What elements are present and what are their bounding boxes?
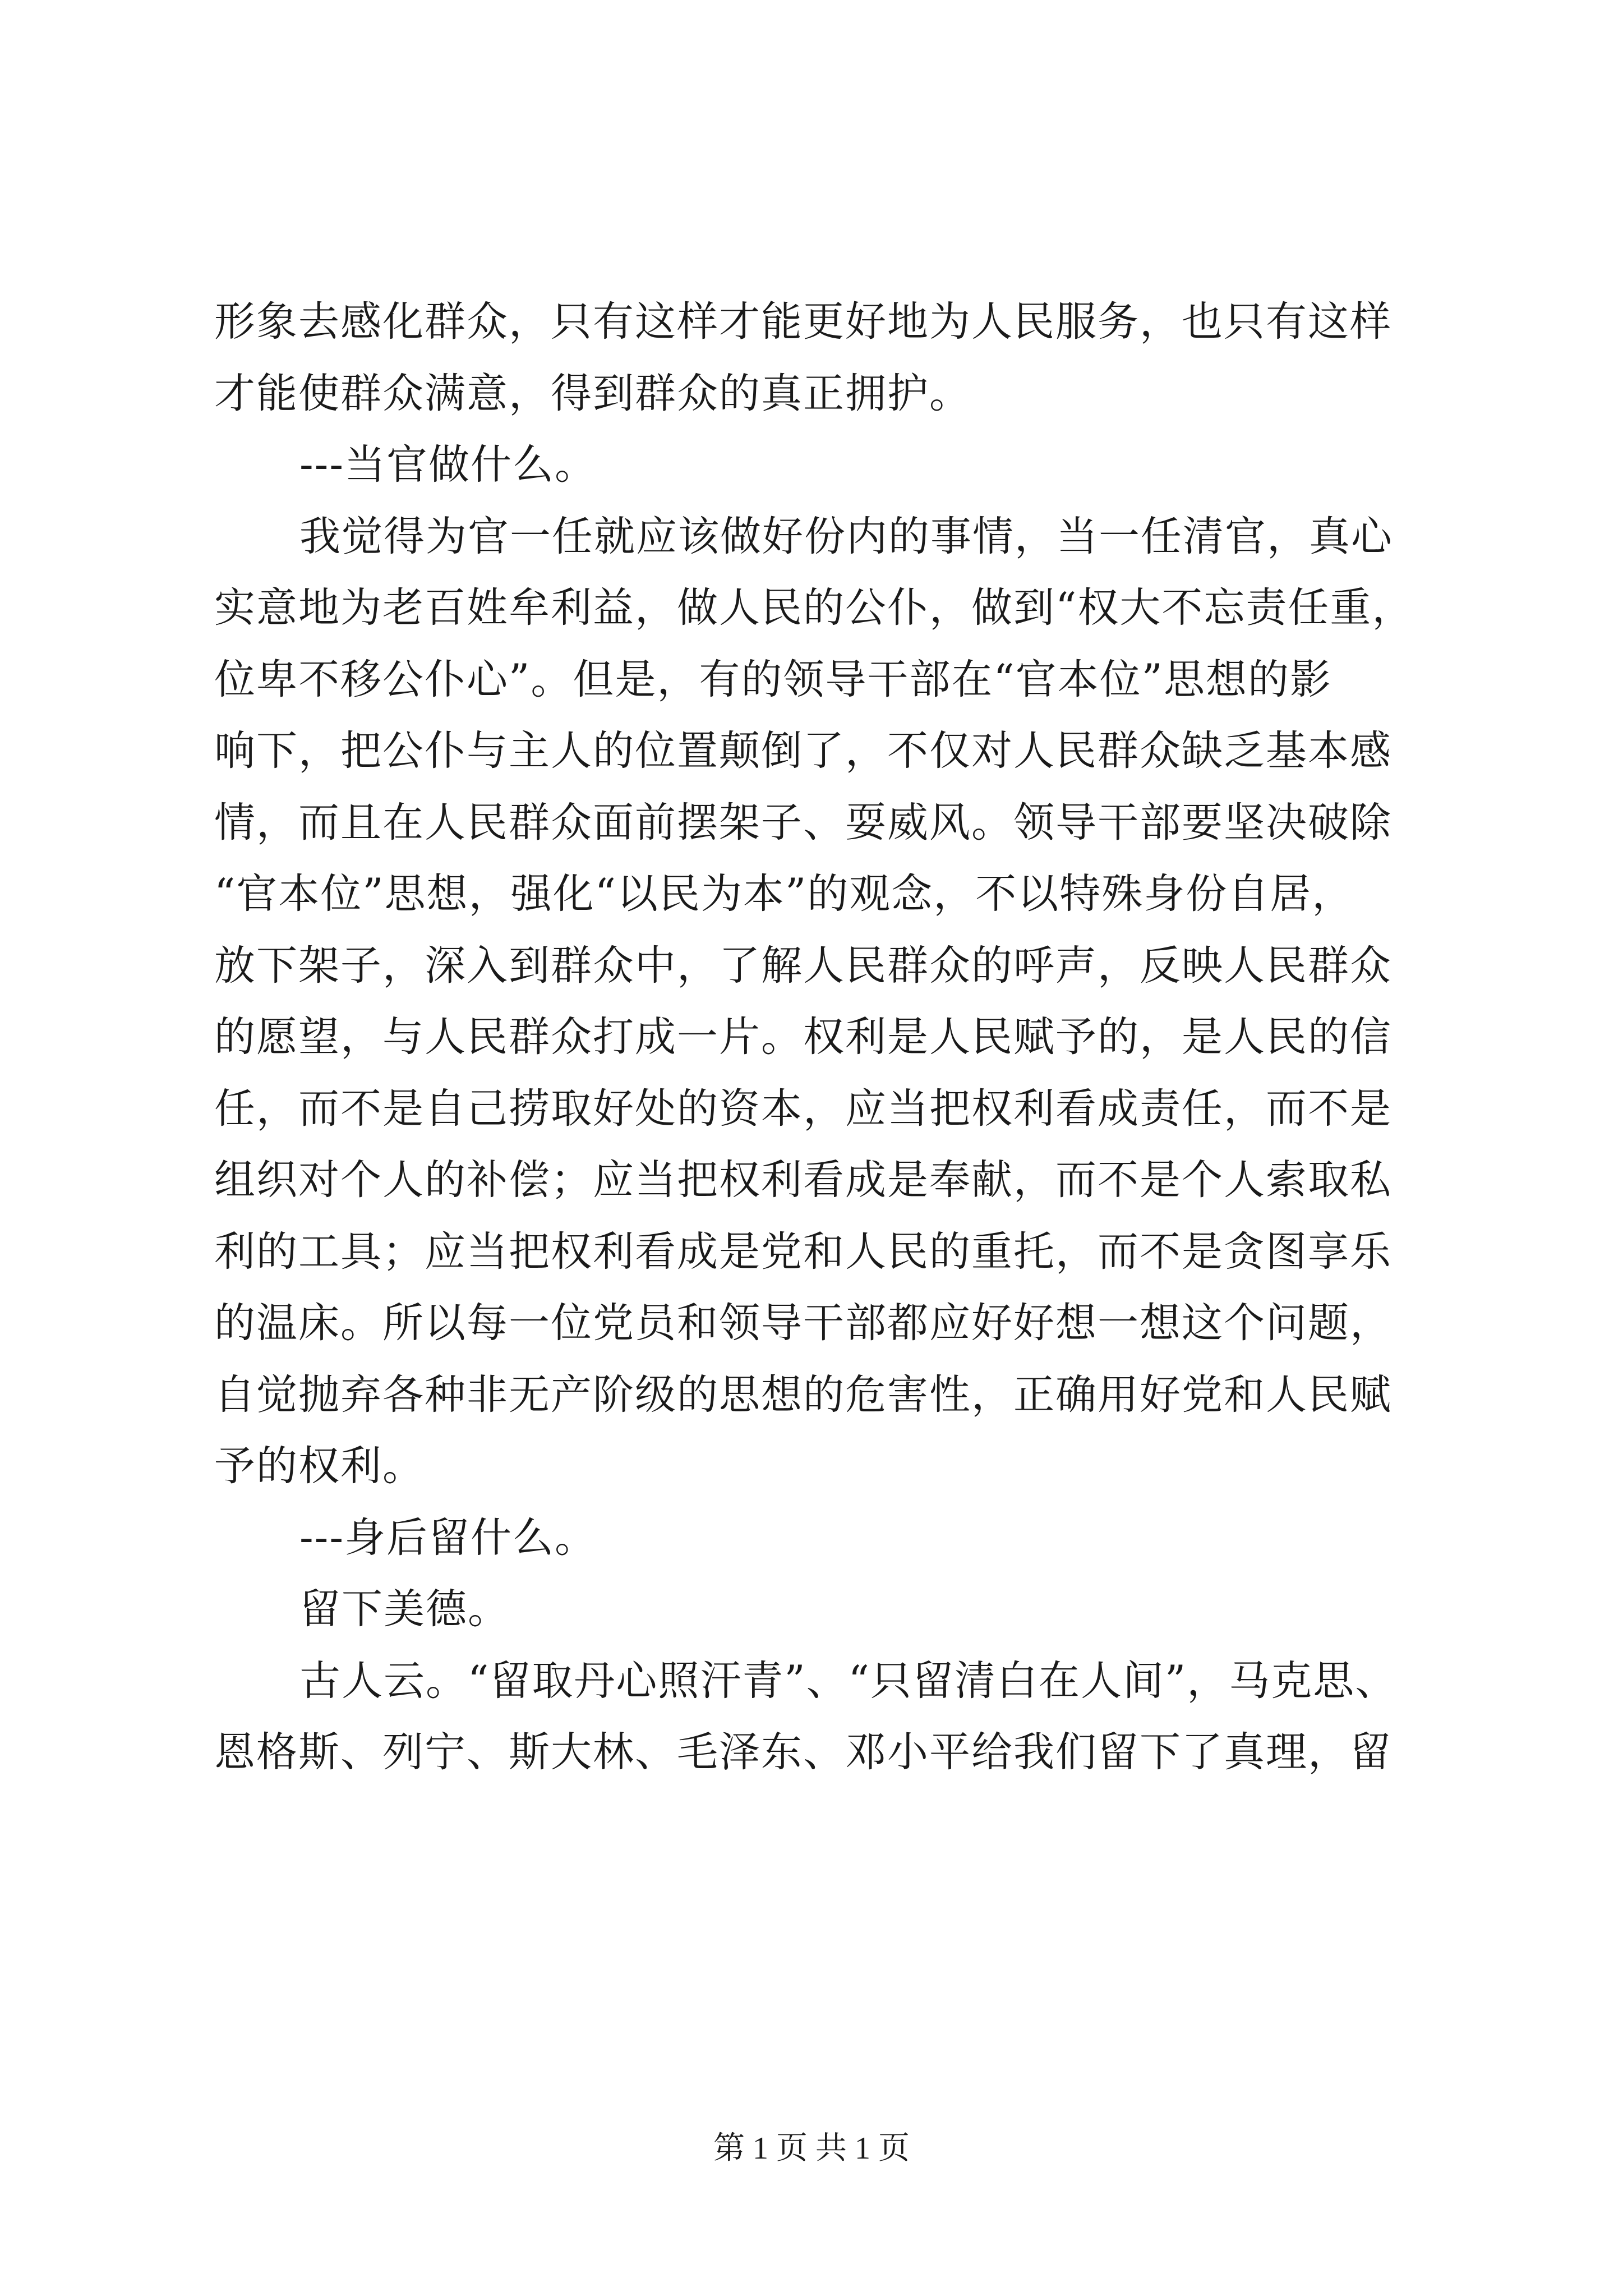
text-line: 的温床。所以每一位党员和领导干部都应好好想一想这个问题，	[214, 1299, 1392, 1347]
text-line: “官本位”思想，强化“以民为本”的观念，不以特殊身份自居，	[214, 870, 1354, 918]
text-line: 响下，把公仆与主人的位置颠倒了，不仅对人民群众缺乏基本感	[214, 727, 1392, 775]
text-line: 放下架子，深入到群众中，了解人民群众的呼声，反映人民群众	[214, 941, 1392, 990]
text-line: 实意地为老百姓牟利益，做人民的公仆，做到“权大不忘责任重，	[214, 584, 1414, 632]
text-line: 才能使群众满意，得到群众的真正拥护。	[214, 369, 971, 417]
text-line: 利的工具；应当把权利看成是党和人民的重托，而不是贪图享乐	[214, 1227, 1392, 1276]
text-line: 位卑不移公仆心”。但是，有的领导干部在“官本位”思想的影	[214, 655, 1332, 703]
text-line: ---当官做什么。	[299, 441, 597, 489]
text-line: 我觉得为官一任就应该做好份内的事情，当一任清官，真心	[299, 512, 1393, 560]
text-line: 任，而不是自己捞取好处的资本，应当把权利看成责任，而不是	[214, 1084, 1392, 1133]
page-footer: 第 1 页 共 1 页	[713, 2131, 910, 2166]
text-line: 予的权利。	[214, 1442, 425, 1490]
text-line: 留下美德。	[299, 1585, 510, 1633]
text-line: 自觉抛弃各种非无产阶级的思想的危害性，正确用好党和人民赋	[214, 1370, 1392, 1419]
text-line: 情，而且在人民群众面前摆架子、耍威风。领导干部要坚决破除	[214, 798, 1392, 846]
document-body	[214, 286, 1426, 1788]
text-line: 形象去感化群众，只有这样才能更好地为人民服务，也只有这样	[214, 298, 1392, 346]
text-line: 组织对个人的补偿；应当把权利看成是奉献，而不是个人索取私	[214, 1156, 1392, 1204]
text-line: 恩格斯、列宁、斯大林、毛泽东、邓小平给我们留下了真理，留	[214, 1728, 1392, 1776]
text-line: 古人云。“留取丹心照汗青”、“只留清白在人间”，马克思、	[299, 1657, 1398, 1705]
text-line: 的愿望，与人民群众打成一片。权利是人民赋予的，是人民的信	[214, 1013, 1392, 1061]
text-line: ---身后留什么。	[299, 1513, 597, 1562]
